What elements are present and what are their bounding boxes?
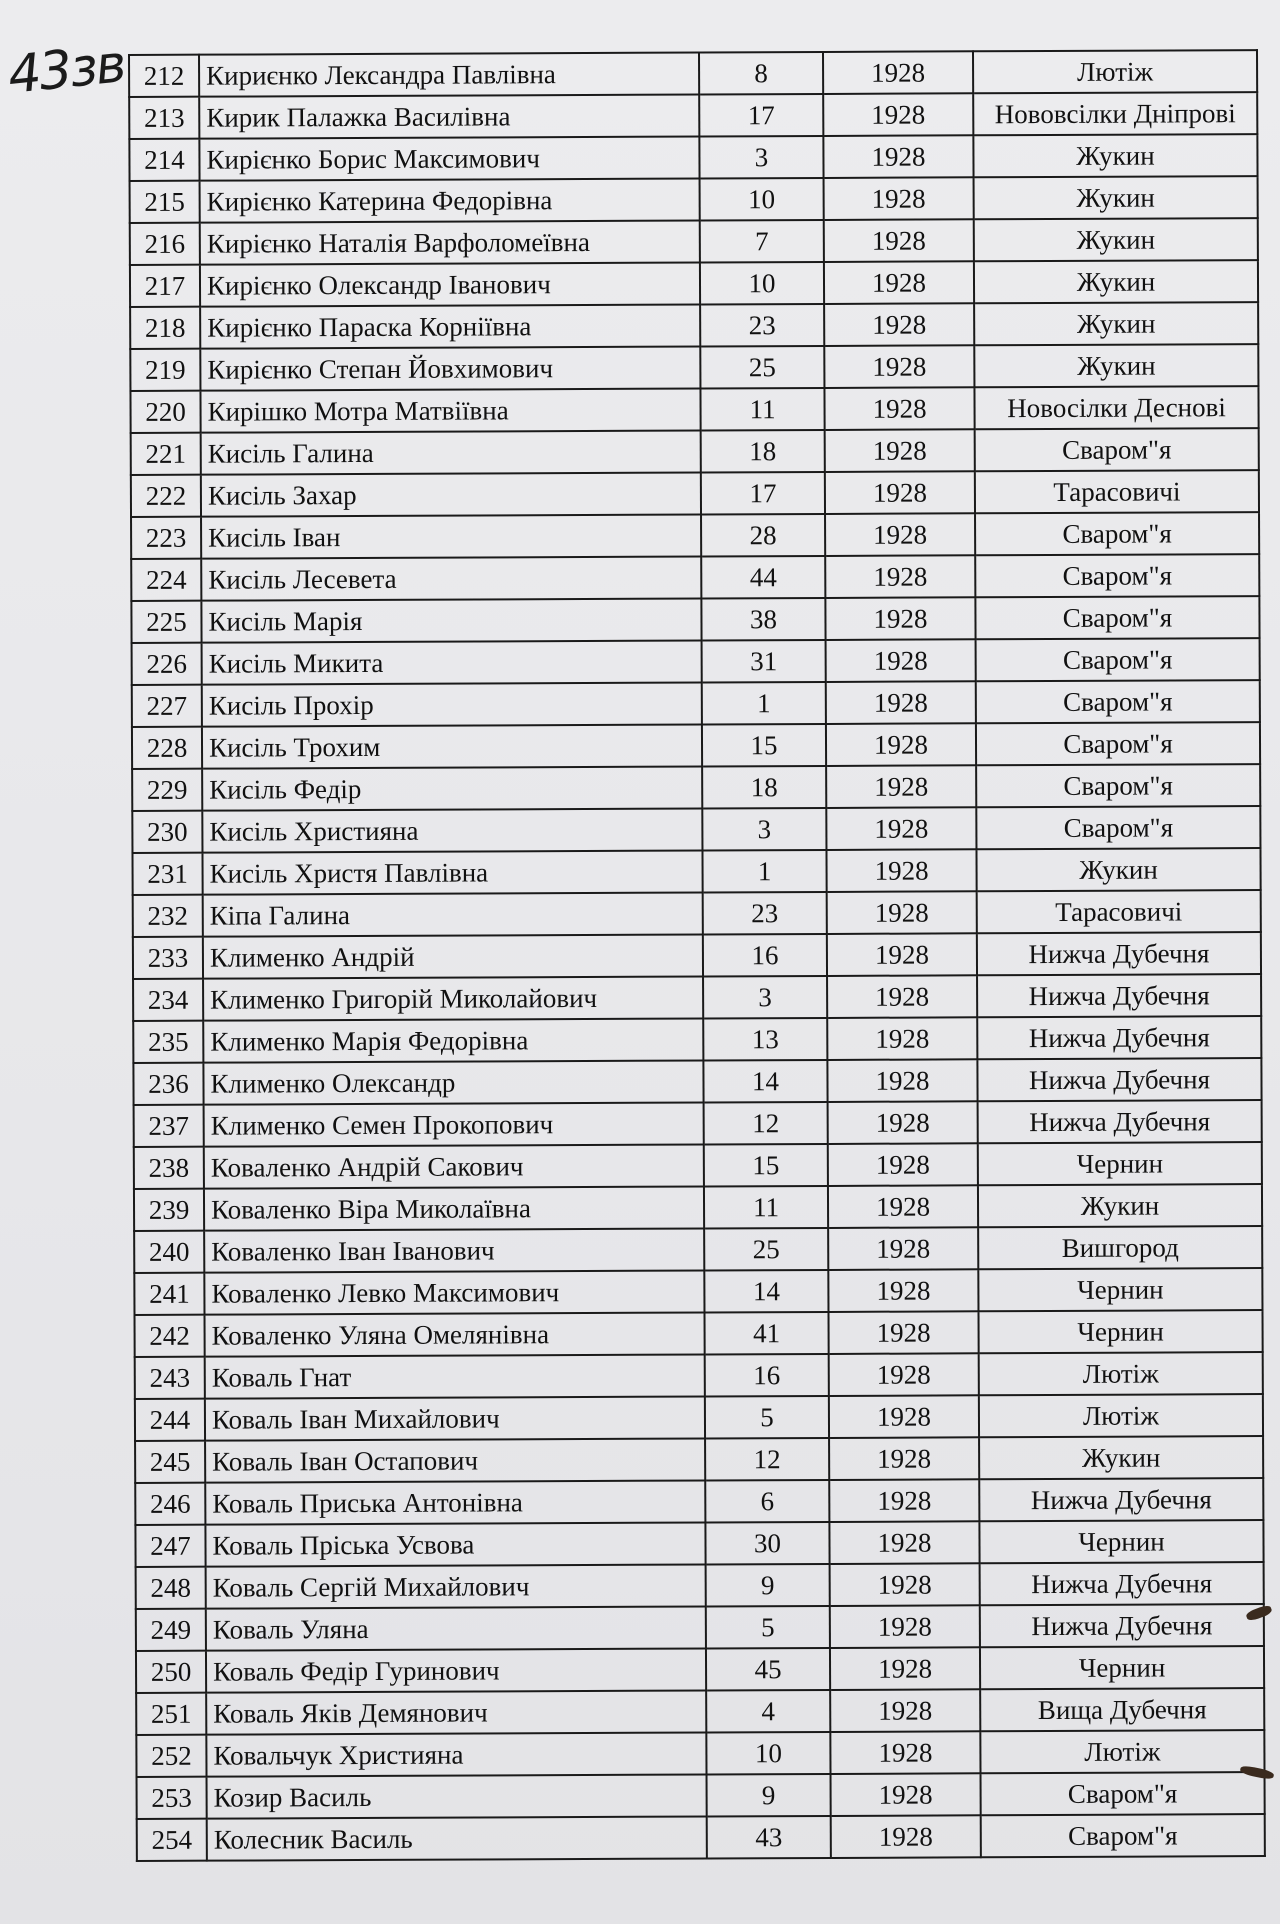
person-age: 16 — [703, 934, 827, 977]
record-year: 1928 — [828, 1311, 978, 1354]
person-name: Кирієнко Наталія Варфоломеївна — [200, 221, 700, 265]
row-number: 248 — [136, 1567, 206, 1609]
record-year: 1928 — [826, 849, 976, 892]
person-age: 3 — [699, 136, 823, 179]
person-name: Кисіль Трохим — [202, 725, 702, 769]
person-age: 17 — [699, 94, 823, 137]
person-name: Кисіль Прохір — [202, 683, 702, 727]
table-row — [129, 50, 1257, 97]
row-number: 236 — [133, 1063, 203, 1105]
settlement: Чернин — [978, 1310, 1262, 1353]
person-name: Кирішко Мотра Матвіївна — [200, 389, 700, 433]
record-year: 1928 — [827, 933, 977, 976]
row-number: 243 — [135, 1357, 205, 1399]
row-number: 222 — [131, 475, 201, 517]
person-age: 25 — [700, 346, 824, 389]
person-age: 5 — [706, 1606, 830, 1649]
row-number: 234 — [133, 979, 203, 1021]
table-row — [132, 680, 1260, 727]
settlement: Вища Дубечня — [980, 1688, 1264, 1731]
person-name: Клименко Марія Федорівна — [203, 1018, 703, 1062]
settlement: Жукин — [979, 1436, 1263, 1479]
row-number: 232 — [133, 895, 203, 937]
record-year: 1928 — [826, 765, 976, 808]
person-age: 23 — [700, 304, 824, 347]
settlement: Жукин — [974, 176, 1258, 219]
row-number: 241 — [134, 1273, 204, 1315]
person-name: Кирієнко Катерина Федорівна — [200, 179, 700, 223]
person-name: Клименко Андрій — [203, 935, 703, 979]
table-row — [136, 1688, 1264, 1735]
settlement: Сваром"я — [975, 428, 1259, 471]
record-year: 1928 — [825, 597, 975, 640]
record-year: 1928 — [828, 1185, 978, 1228]
record-year: 1928 — [826, 723, 976, 766]
record-year: 1928 — [829, 1395, 979, 1438]
person-age: 12 — [704, 1102, 828, 1145]
settlement: Нижча Дубечня — [980, 1604, 1264, 1647]
person-age: 30 — [705, 1522, 829, 1565]
record-year: 1928 — [826, 639, 976, 682]
person-name: Кирик Палажка Василівна — [199, 95, 699, 139]
table-row — [131, 470, 1259, 517]
row-number: 244 — [135, 1399, 205, 1441]
settlement: Новосілки Деснові — [974, 386, 1258, 429]
record-year: 1928 — [830, 1731, 980, 1774]
settlement: Нижча Дубечня — [978, 1100, 1262, 1143]
table-row — [130, 302, 1258, 349]
person-name: Кирієнко Борис Максимович — [199, 137, 699, 181]
settlement: Лютіж — [980, 1730, 1264, 1773]
person-name: Кирієнко Степан Йовхимович — [200, 347, 700, 391]
row-number: 228 — [132, 727, 202, 769]
record-year: 1928 — [824, 303, 974, 346]
settlement: Тарасовичі — [975, 470, 1259, 513]
table-row — [134, 1100, 1262, 1147]
person-age: 13 — [703, 1018, 827, 1061]
settlement: Жукин — [973, 134, 1257, 177]
person-name: Ковальчук Християна — [206, 1732, 706, 1776]
person-age: 10 — [700, 262, 824, 305]
settlement: Сваром"я — [976, 680, 1260, 723]
table-row — [130, 218, 1258, 265]
record-year: 1928 — [826, 807, 976, 850]
person-age: 5 — [705, 1396, 829, 1439]
person-name: Коваль Іван Остапович — [205, 1438, 705, 1482]
record-year: 1928 — [828, 1269, 978, 1312]
table-row — [135, 1310, 1263, 1357]
person-name: Кисіль Федір — [202, 767, 702, 811]
row-number: 233 — [133, 937, 203, 979]
settlement: Нововсілки Дніпрові — [973, 92, 1257, 135]
settlement: Нижча Дубечня — [977, 1016, 1261, 1059]
settlement: Жукин — [974, 218, 1258, 261]
record-year: 1928 — [830, 1689, 980, 1732]
settlement: Сваром"я — [981, 1772, 1265, 1815]
person-age: 10 — [706, 1732, 830, 1775]
table-row — [135, 1394, 1263, 1441]
record-year: 1928 — [824, 387, 974, 430]
table-row — [135, 1478, 1263, 1525]
register-table — [128, 49, 1266, 1862]
person-name: Коваль Яків Демянович — [206, 1690, 706, 1734]
record-year: 1928 — [827, 1059, 977, 1102]
person-name: Кирієнко Олександр Іванович — [200, 263, 700, 307]
table-row — [131, 512, 1259, 559]
record-year: 1928 — [827, 1017, 977, 1060]
handwritten-page-number: 43зв — [5, 34, 128, 106]
table-row — [136, 1730, 1264, 1777]
table-row — [133, 932, 1261, 979]
person-age: 11 — [700, 388, 824, 431]
table-row — [132, 848, 1260, 895]
settlement: Чернин — [978, 1268, 1262, 1311]
record-year: 1928 — [829, 1353, 979, 1396]
table-row — [130, 176, 1258, 223]
person-name: Коваль Гнат — [205, 1354, 705, 1398]
record-year: 1928 — [824, 261, 974, 304]
person-age: 1 — [702, 850, 826, 893]
row-number: 218 — [130, 307, 200, 349]
person-age: 12 — [705, 1438, 829, 1481]
row-number: 220 — [130, 391, 200, 433]
table-row — [135, 1520, 1263, 1567]
person-name: Кисіль Лесевета — [201, 557, 701, 601]
settlement: Чернин — [979, 1520, 1263, 1563]
person-name: Клименко Григорій Миколайович — [203, 976, 703, 1020]
settlement: Нижча Дубечня — [977, 932, 1261, 975]
person-age: 4 — [706, 1690, 830, 1733]
settlement: Жукин — [974, 260, 1258, 303]
table-row — [133, 974, 1261, 1021]
settlement: Чернин — [980, 1646, 1264, 1689]
person-age: 41 — [704, 1312, 828, 1355]
settlement: Вишгород — [978, 1226, 1262, 1269]
person-name: Коваленко Уляна Омелянівна — [205, 1312, 705, 1356]
person-age: 14 — [703, 1060, 827, 1103]
record-year: 1928 — [830, 1605, 980, 1648]
person-age: 16 — [705, 1354, 829, 1397]
row-number: 221 — [131, 433, 201, 475]
row-number: 240 — [134, 1231, 204, 1273]
settlement: Сваром"я — [975, 512, 1259, 555]
person-age: 45 — [706, 1648, 830, 1691]
person-age: 15 — [704, 1144, 828, 1187]
settlement: Лютіж — [979, 1352, 1263, 1395]
person-age: 44 — [701, 556, 825, 599]
settlement: Сваром"я — [976, 806, 1260, 849]
table-row — [135, 1436, 1263, 1483]
row-number: 227 — [132, 685, 202, 727]
table-row — [130, 386, 1258, 433]
table-row — [134, 1184, 1262, 1231]
row-number: 223 — [131, 517, 201, 559]
settlement: Тарасовичі — [977, 890, 1261, 933]
person-age: 18 — [702, 766, 826, 809]
record-year: 1928 — [825, 513, 975, 556]
settlement: Сваром"я — [975, 554, 1259, 597]
settlement: Жукин — [978, 1184, 1262, 1227]
person-name: Клименко Олександр — [203, 1060, 703, 1104]
row-number: 215 — [130, 181, 200, 223]
settlement: Жукин — [974, 344, 1258, 387]
row-number: 249 — [136, 1609, 206, 1651]
person-age: 28 — [701, 514, 825, 557]
record-year: 1928 — [824, 177, 974, 220]
table-row — [136, 1646, 1264, 1693]
record-year: 1928 — [823, 51, 973, 94]
record-year: 1928 — [823, 135, 973, 178]
table-row — [136, 1562, 1264, 1609]
person-name: Клименко Семен Прокопович — [204, 1102, 704, 1146]
record-year: 1928 — [830, 1647, 980, 1690]
row-number: 217 — [130, 265, 200, 307]
record-year: 1928 — [825, 555, 975, 598]
row-number: 219 — [130, 349, 200, 391]
person-name: Коваль Сергій Михайлович — [206, 1564, 706, 1608]
settlement: Жукин — [976, 848, 1260, 891]
person-name: Коваль Іван Михайлович — [205, 1396, 705, 1440]
person-name: Колесник Василь — [207, 1816, 707, 1860]
table-row — [136, 1604, 1264, 1651]
row-number: 226 — [132, 643, 202, 685]
settlement: Лютіж — [979, 1394, 1263, 1437]
table-row — [132, 806, 1260, 853]
person-name: Коваль Федір Гуринович — [206, 1648, 706, 1692]
row-number: 246 — [135, 1483, 205, 1525]
table-row — [131, 596, 1259, 643]
person-age: 1 — [702, 682, 826, 725]
row-number: 213 — [129, 97, 199, 139]
row-number: 231 — [132, 853, 202, 895]
person-name: Коваленко Левко Максимович — [204, 1270, 704, 1314]
record-year: 1928 — [824, 219, 974, 262]
table-row — [137, 1814, 1265, 1861]
register-rows — [129, 50, 1265, 1861]
table-row — [130, 344, 1258, 391]
settlement: Сваром"я — [976, 722, 1260, 765]
person-age: 23 — [703, 892, 827, 935]
table-row — [132, 638, 1260, 685]
person-age: 14 — [704, 1270, 828, 1313]
table-row — [132, 764, 1260, 811]
settlement: Сваром"я — [981, 1814, 1265, 1857]
table-row — [131, 554, 1259, 601]
person-name: Кисіль Захар — [201, 473, 701, 517]
table-row — [135, 1352, 1263, 1399]
person-name: Кисіль Християна — [202, 809, 702, 853]
record-year: 1928 — [830, 1563, 980, 1606]
person-name: Кириєнко Лександра Павлівна — [199, 53, 699, 97]
row-number: 224 — [131, 559, 201, 601]
table-row — [131, 428, 1259, 475]
person-age: 43 — [707, 1816, 831, 1859]
row-number: 214 — [129, 139, 199, 181]
person-age: 9 — [707, 1774, 831, 1817]
row-number: 247 — [135, 1525, 205, 1567]
table-row — [130, 260, 1258, 307]
person-name: Кисіль Микита — [202, 641, 702, 685]
person-age: 7 — [700, 220, 824, 263]
row-number: 245 — [135, 1441, 205, 1483]
row-number: 239 — [134, 1189, 204, 1231]
row-number: 216 — [130, 223, 200, 265]
record-year: 1928 — [828, 1101, 978, 1144]
person-name: Кисіль Марія — [201, 599, 701, 643]
record-year: 1928 — [828, 1143, 978, 1186]
record-year: 1928 — [828, 1227, 978, 1270]
settlement: Лютіж — [973, 50, 1257, 93]
person-age: 25 — [704, 1228, 828, 1271]
person-age: 8 — [699, 52, 823, 95]
table-row — [134, 1268, 1262, 1315]
table-row — [133, 890, 1261, 937]
settlement: Сваром"я — [976, 638, 1260, 681]
record-year: 1928 — [827, 891, 977, 934]
row-number: 254 — [137, 1819, 207, 1861]
table-row — [134, 1142, 1262, 1189]
settlement: Нижча Дубечня — [977, 1058, 1261, 1101]
person-name: Коваль Уляна — [206, 1606, 706, 1650]
person-name: Кисіль Христя Павлівна — [202, 851, 702, 895]
person-age: 3 — [703, 976, 827, 1019]
record-year: 1928 — [829, 1521, 979, 1564]
person-age: 38 — [701, 598, 825, 641]
table-row — [129, 134, 1257, 181]
row-number: 237 — [134, 1105, 204, 1147]
settlement: Жукин — [974, 302, 1258, 345]
row-number: 225 — [131, 601, 201, 643]
row-number: 230 — [132, 811, 202, 853]
person-age: 6 — [705, 1480, 829, 1523]
settlement: Нижча Дубечня — [979, 1478, 1263, 1521]
person-age: 15 — [702, 724, 826, 767]
person-age: 11 — [704, 1186, 828, 1229]
person-name: Коваленко Андрій Сакович — [204, 1144, 704, 1188]
person-name: Коваль Пріська Усвова — [205, 1522, 705, 1566]
row-number: 253 — [137, 1777, 207, 1819]
table-row — [137, 1772, 1265, 1819]
person-age: 31 — [702, 640, 826, 683]
person-name: Кирієнко Параска Корніївна — [200, 305, 700, 349]
person-name: Кисіль Іван — [201, 515, 701, 559]
row-number: 229 — [132, 769, 202, 811]
table-row — [133, 1058, 1261, 1105]
person-age: 10 — [700, 178, 824, 221]
settlement: Сваром"я — [976, 764, 1260, 807]
record-year: 1928 — [831, 1815, 981, 1858]
record-year: 1928 — [831, 1773, 981, 1816]
row-number: 238 — [134, 1147, 204, 1189]
person-age: 17 — [701, 472, 825, 515]
person-age: 18 — [701, 430, 825, 473]
record-year: 1928 — [823, 93, 973, 136]
table-row — [133, 1016, 1261, 1063]
row-number: 252 — [136, 1735, 206, 1777]
row-number: 242 — [135, 1315, 205, 1357]
table-row — [134, 1226, 1262, 1273]
record-year: 1928 — [827, 975, 977, 1018]
person-age: 3 — [702, 808, 826, 851]
row-number: 212 — [129, 55, 199, 97]
row-number: 251 — [136, 1693, 206, 1735]
settlement: Нижча Дубечня — [980, 1562, 1264, 1605]
person-name: Кисіль Галина — [201, 431, 701, 475]
record-year: 1928 — [824, 345, 974, 388]
settlement: Нижча Дубечня — [977, 974, 1261, 1017]
person-name: Коваль Приська Антонівна — [205, 1480, 705, 1524]
row-number: 235 — [133, 1021, 203, 1063]
person-name: Коваленко Іван Іванович — [204, 1228, 704, 1272]
settlement: Сваром"я — [975, 596, 1259, 639]
row-number: 250 — [136, 1651, 206, 1693]
table-row — [129, 92, 1257, 139]
record-year: 1928 — [829, 1437, 979, 1480]
person-name: Козир Василь — [207, 1774, 707, 1818]
settlement: Чернин — [978, 1142, 1262, 1185]
table-row — [132, 722, 1260, 769]
record-year: 1928 — [829, 1479, 979, 1522]
person-name: Кіпа Галина — [203, 893, 703, 937]
record-year: 1928 — [825, 471, 975, 514]
record-year: 1928 — [826, 681, 976, 724]
record-year: 1928 — [825, 429, 975, 472]
person-age: 9 — [706, 1564, 830, 1607]
person-name: Коваленко Віра Миколаївна — [204, 1186, 704, 1230]
